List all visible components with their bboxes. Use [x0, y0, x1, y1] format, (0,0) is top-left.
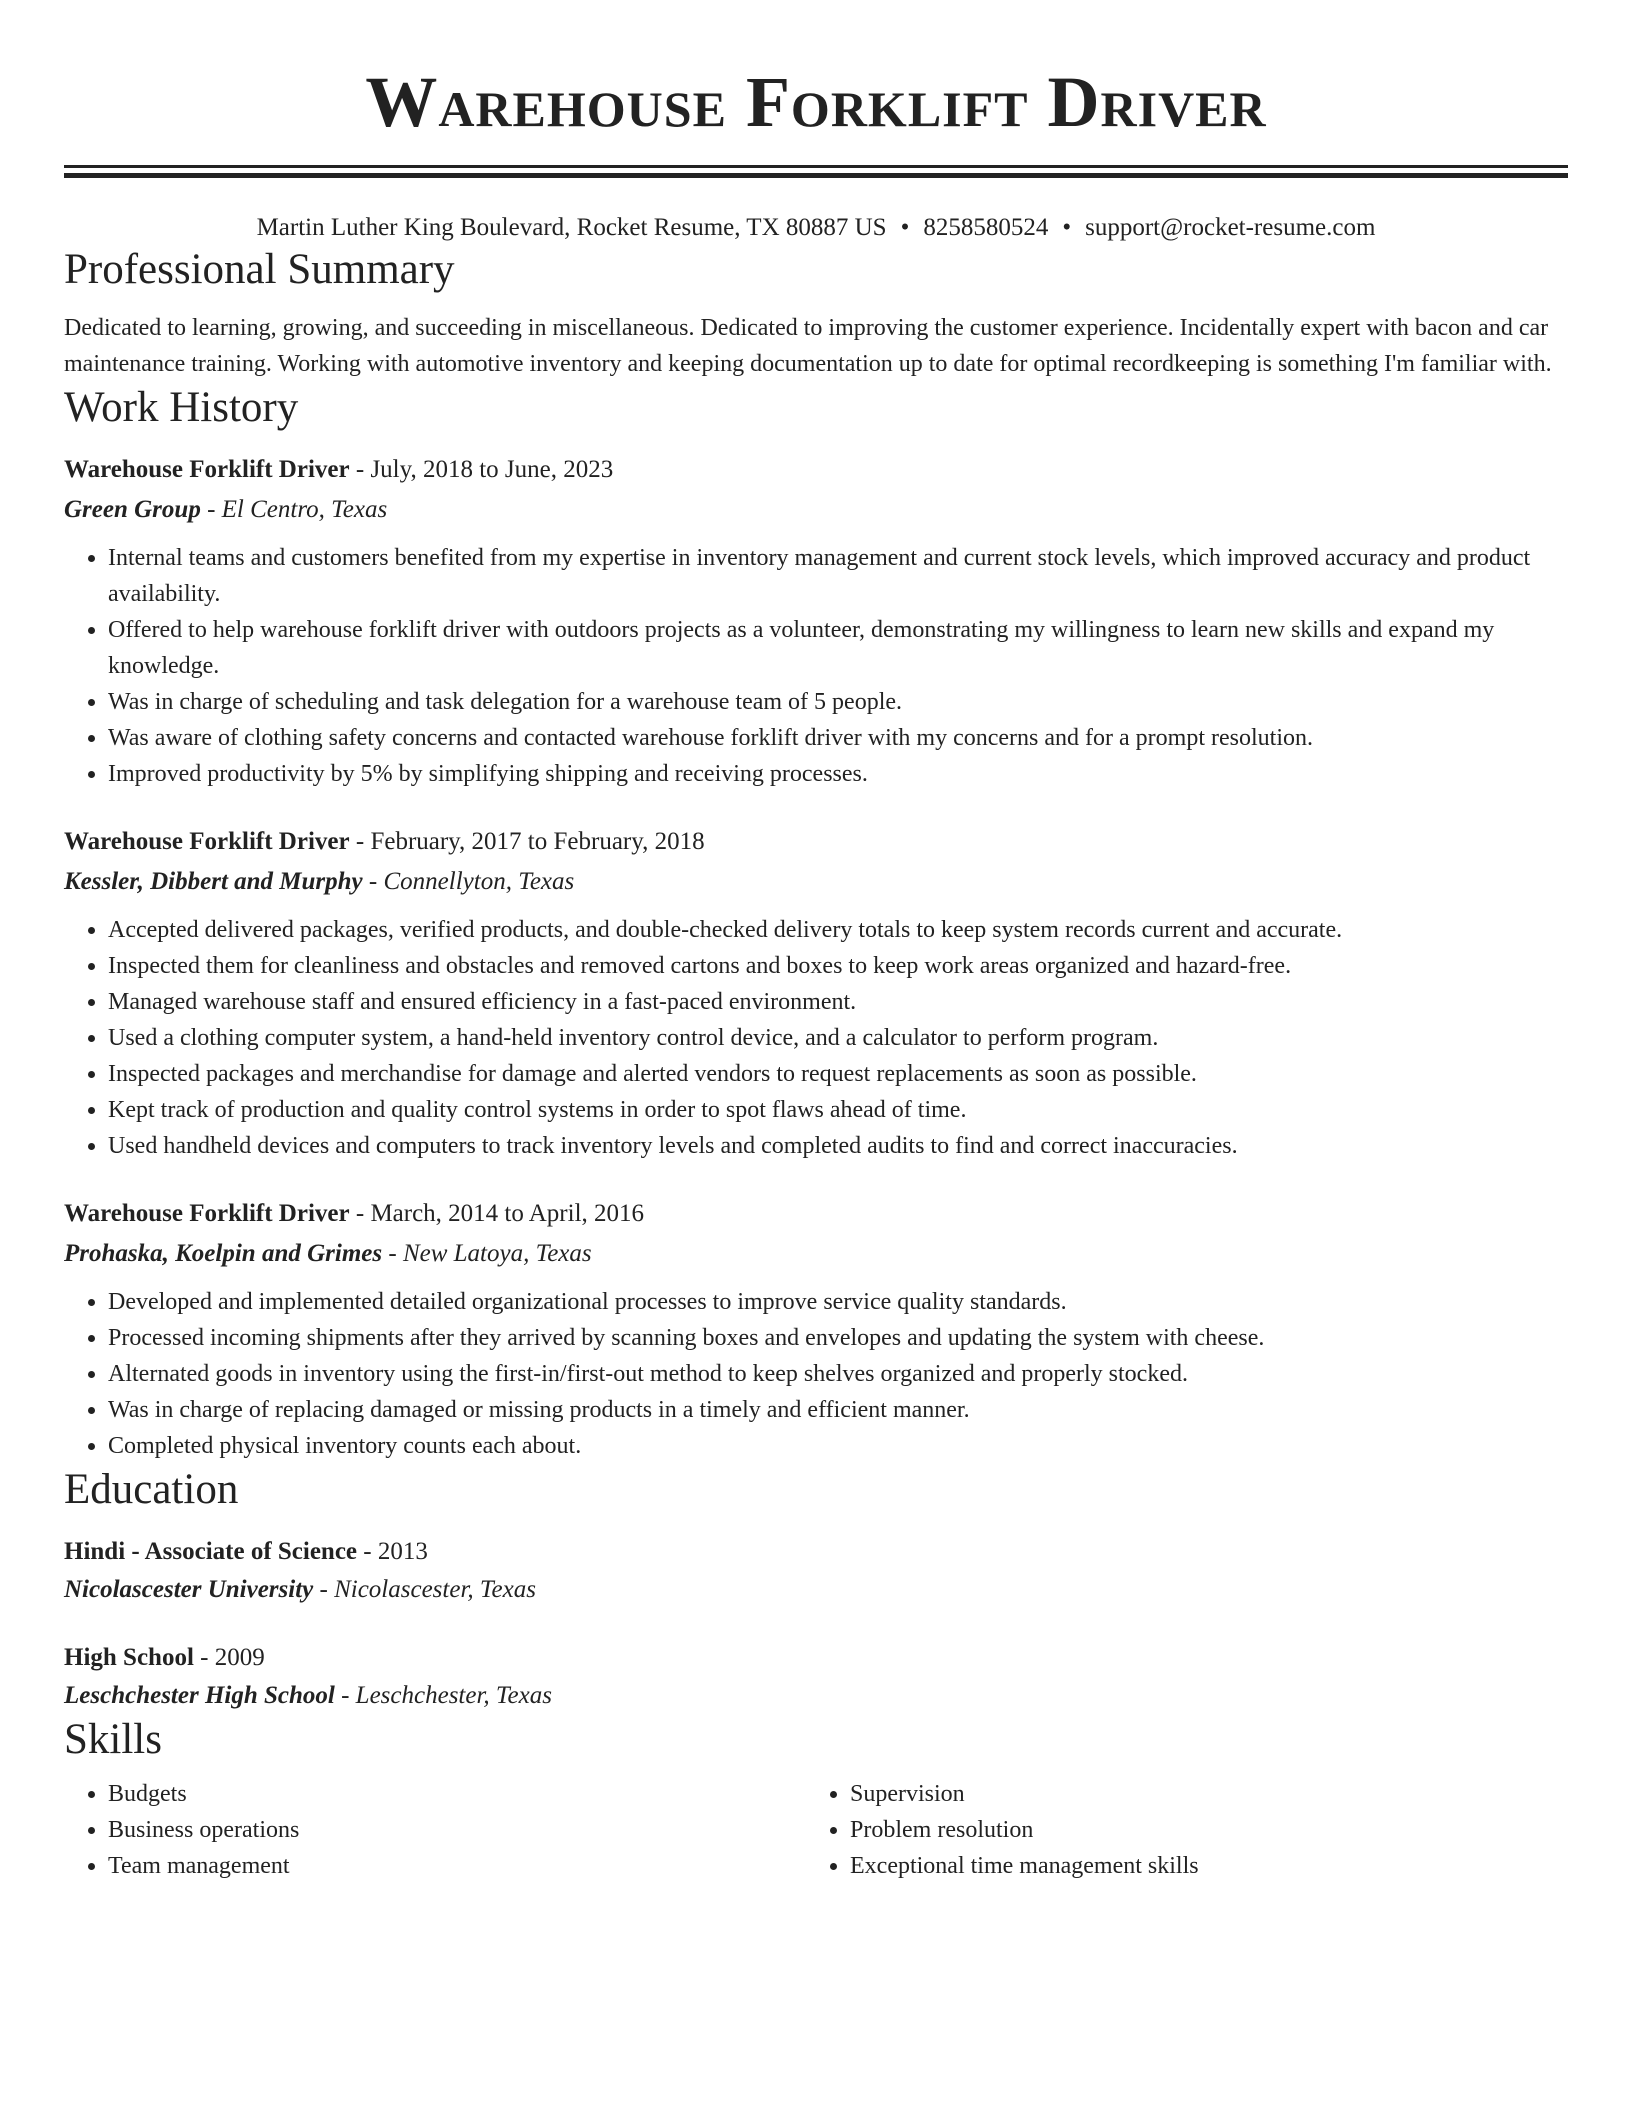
- job-title: Warehouse Forklift Driver: [64, 456, 350, 483]
- job-entry: [64, 1196, 1568, 1464]
- employer-name: Kessler, Dibbert and Murphy: [64, 868, 363, 895]
- degree-name: High School: [64, 1644, 194, 1671]
- job-dates: February, 2017 to February, 2018: [370, 828, 705, 855]
- title-divider-bottom: [64, 173, 1568, 178]
- job-title-line: Warehouse Forklift Driver - July, 2018 to June, 2023: [64, 456, 614, 483]
- skills-heading: Skills: [64, 1716, 162, 1763]
- resume-page: [64, 0, 1568, 1884]
- school-line: Leschchester High School - Leschchester, Texas: [64, 1682, 552, 1709]
- title-divider-top: [64, 165, 1568, 168]
- resume-title: Warehouse Forklift Driver: [365, 62, 1267, 142]
- list-item: • Exceptional time management skills: [850, 1848, 1548, 1884]
- work-history-heading: Work History: [64, 384, 299, 431]
- skills-grid: [64, 1776, 1568, 1884]
- list-item: • Was in charge of replacing damaged or missing products in a timely and efficient manner.: [108, 1392, 1568, 1428]
- skills-list-right: [806, 1776, 1548, 1884]
- summary-heading: Professional Summary: [64, 246, 455, 293]
- school-location: Nicolascester, Texas: [334, 1576, 536, 1603]
- employer-line: Prohaska, Koelpin and Grimes - New Latoya, Texas: [64, 1240, 592, 1267]
- degree-line: High School - 2009: [64, 1644, 265, 1671]
- list-item: • Managed warehouse staff and ensured efficiency in a fast-paced environment.: [108, 984, 1568, 1020]
- list-item: • Processed incoming shipments after they arrived by scanning boxes and envelopes and updating the system with cheese.: [108, 1320, 1568, 1356]
- employer-location: El Centro, Texas: [221, 496, 388, 523]
- list-item: • Alternated goods in inventory using the first-in/first-out method to keep shelves organized and properly stocked.: [108, 1356, 1568, 1392]
- list-item: • Was in charge of scheduling and task delegation for a warehouse team of 5 people.: [108, 684, 1568, 720]
- list-item: • Internal teams and customers benefited from my expertise in inventory management and current stock levels, which improved accuracy and product availability.: [108, 540, 1568, 612]
- employer-line: Kessler, Dibbert and Murphy - Connellyton, Texas: [64, 868, 575, 895]
- list-item: • Was aware of clothing safety concerns and contacted warehouse forklift driver with my concerns and for a prompt resolution.: [108, 720, 1568, 756]
- job-entry: [64, 452, 1568, 792]
- job-entry: [64, 824, 1568, 1164]
- job-duties-list: [64, 912, 1568, 1164]
- contact-separator: •: [900, 214, 910, 241]
- job-title: Warehouse Forklift Driver: [64, 1200, 350, 1227]
- job-dates: March, 2014 to April, 2016: [370, 1200, 645, 1227]
- list-item: • Business operations: [108, 1812, 806, 1848]
- school-location: Leschchester, Texas: [355, 1682, 552, 1709]
- job-dates: July, 2018 to June, 2023: [370, 456, 614, 483]
- graduation-year: 2013: [377, 1538, 428, 1565]
- education-entry: [64, 1640, 1568, 1714]
- list-item: • Used a clothing computer system, a hand-held inventory control device, and a calculator to perform program.: [108, 1020, 1568, 1056]
- degree-line: Hindi - Associate of Science - 2013: [64, 1538, 428, 1565]
- skills-list-left: [64, 1776, 806, 1884]
- list-item: • Team management: [108, 1848, 806, 1884]
- employer-location: Connellyton, Texas: [383, 868, 575, 895]
- list-item: • Completed physical inventory counts each about.: [108, 1428, 1568, 1464]
- list-item: • Improved productivity by 5% by simplifying shipping and receiving processes.: [108, 756, 1568, 792]
- employer-name: Prohaska, Koelpin and Grimes: [64, 1240, 383, 1267]
- list-item: • Problem resolution: [850, 1812, 1548, 1848]
- education-heading: Education: [64, 1466, 239, 1513]
- list-item: • Used handheld devices and computers to track inventory levels and completed audits to find and correct inaccuracies.: [108, 1128, 1568, 1164]
- list-item: • Developed and implemented detailed organizational processes to improve service quality standards.: [108, 1284, 1568, 1320]
- job-duties-list: [64, 540, 1568, 792]
- contact-phone: 8258580524: [923, 214, 1049, 241]
- employer-line: Green Group - El Centro, Texas: [64, 496, 388, 523]
- contact-separator: •: [1062, 214, 1072, 241]
- contact-email: support@rocket-resume.com: [1085, 214, 1376, 241]
- employer-name: Green Group: [64, 496, 201, 523]
- school-name: Nicolascester University: [64, 1576, 314, 1603]
- contact-address: Martin Luther King Boulevard, Rocket Resume, TX 80887 US: [256, 214, 887, 241]
- summary-text: Dedicated to learning, growing, and succeeding in miscellaneous. Dedicated to improving the customer experience. Incidentally expert with bacon and car maintenance training. Working with automotive inventory and keeping documentation up to date for optimal recordkeeping is something I'm familiar with.: [64, 315, 1552, 377]
- school-line: Nicolascester University - Nicolascester, Texas: [64, 1576, 536, 1603]
- list-item: • Offered to help warehouse forklift driver with outdoors projects as a volunteer, demonstrating my willingness to learn new skills and expand my knowledge.: [108, 612, 1568, 684]
- list-item: • Inspected them for cleanliness and obstacles and removed cartons and boxes to keep work areas organized and hazard-free.: [108, 948, 1568, 984]
- job-title-line: Warehouse Forklift Driver - February, 2017 to February, 2018: [64, 828, 705, 855]
- list-item: • Kept track of production and quality control systems in order to spot flaws ahead of time.: [108, 1092, 1568, 1128]
- employer-location: New Latoya, Texas: [402, 1240, 592, 1267]
- degree-name: Hindi - Associate of Science: [64, 1538, 358, 1565]
- graduation-year: 2009: [214, 1644, 265, 1671]
- contact-info: [64, 212, 1568, 244]
- education-entry: [64, 1534, 1568, 1608]
- list-item: • Budgets: [108, 1776, 806, 1812]
- list-item: • Inspected packages and merchandise for damage and alerted vendors to request replacements as soon as possible.: [108, 1056, 1568, 1092]
- job-duties-list: [64, 1284, 1568, 1464]
- school-name: Leschchester High School: [64, 1682, 335, 1709]
- job-title: Warehouse Forklift Driver: [64, 828, 350, 855]
- list-item: • Accepted delivered packages, verified products, and double-checked delivery totals to keep system records current and accurate.: [108, 912, 1568, 948]
- job-title-line: Warehouse Forklift Driver - March, 2014 to April, 2016: [64, 1200, 645, 1227]
- list-item: • Supervision: [850, 1776, 1548, 1812]
